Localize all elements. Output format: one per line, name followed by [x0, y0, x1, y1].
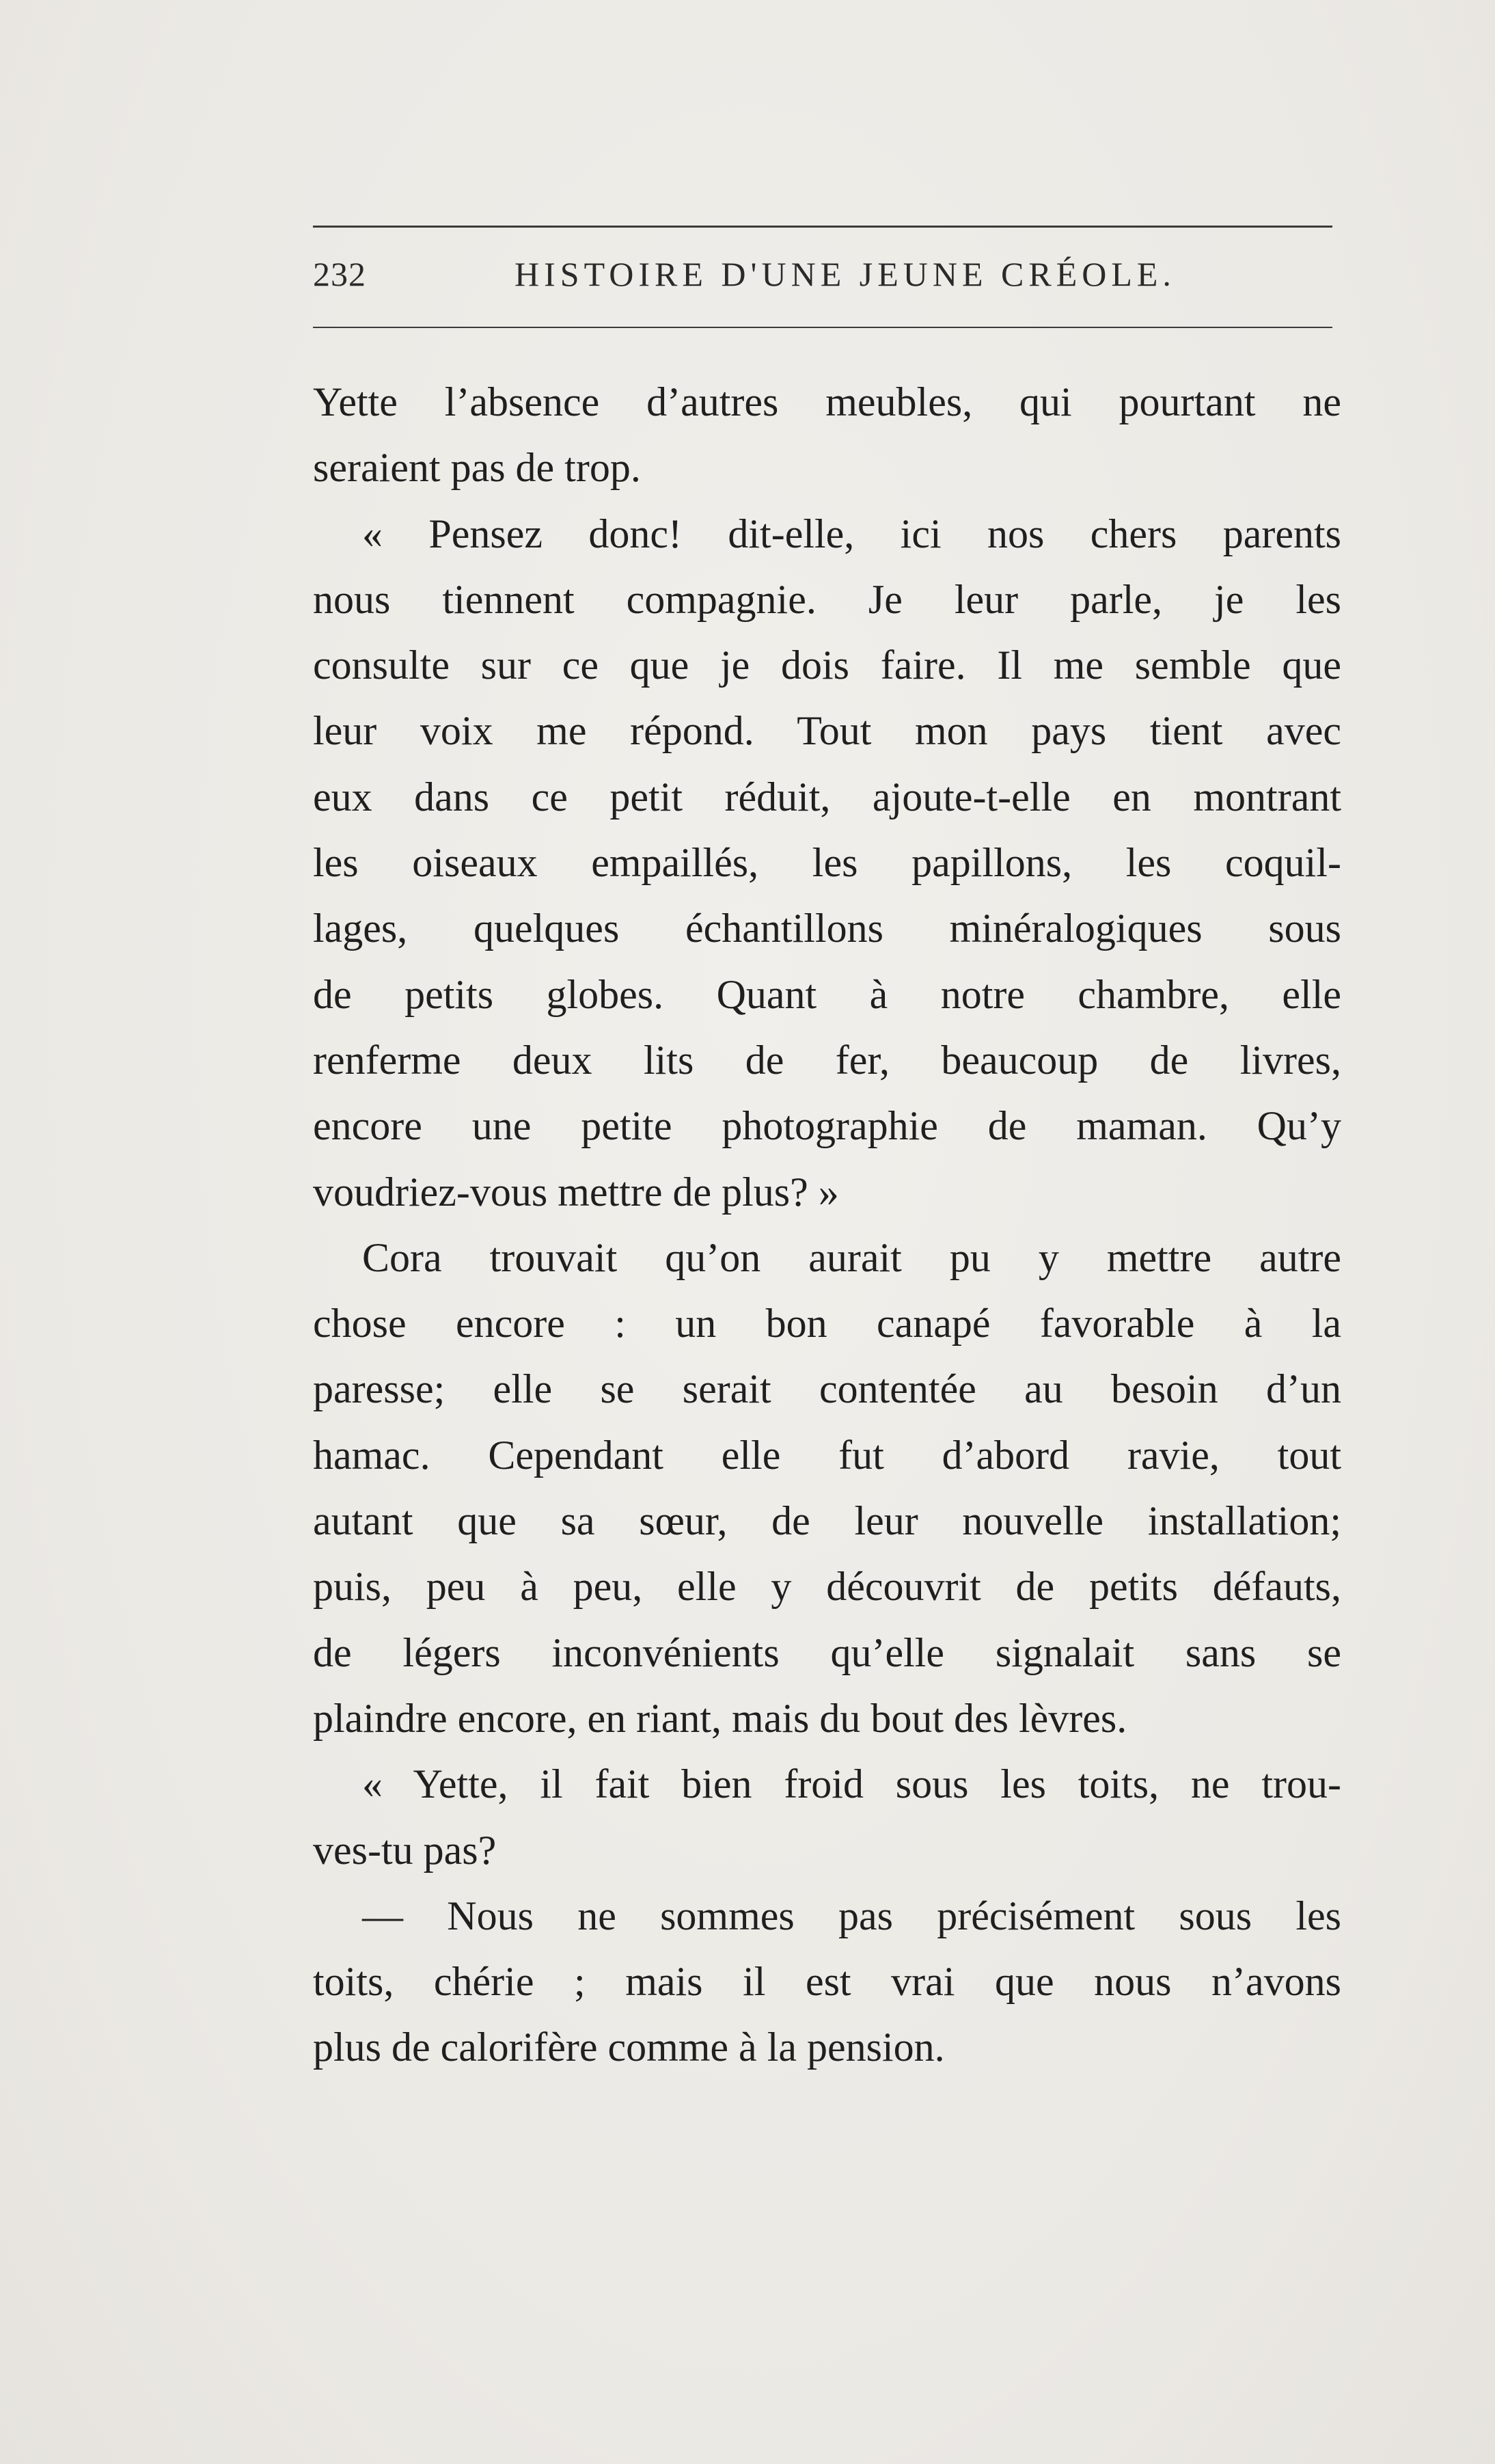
text-line: eux dans ce petit réduit, ajoute-t-elle en montrant: [313, 774, 1341, 820]
text-line: plus de calorifère comme à la pension.: [313, 2025, 945, 2070]
text-line: toits, chérie ; mais il est vrai que nous n’avons: [313, 1959, 1341, 2005]
running-title: HISTOIRE D'UNE JEUNE CRÉOLE.: [515, 255, 1176, 293]
text-line: Cora trouvait qu’on aurait pu y mettre autre: [362, 1234, 1341, 1280]
page-header: [313, 254, 1332, 309]
text-line: encore une petite photographie de maman. Qu’y: [313, 1103, 1341, 1149]
text-line: chose encore : un bon canapé favorable à la: [313, 1301, 1341, 1346]
text-line: consulte sur ce que je dois faire. Il me semble que: [313, 642, 1341, 688]
text-line: seraient pas de trop.: [313, 445, 641, 491]
text-line: paresse; elle se serait contentée au besoin d’un: [313, 1366, 1341, 1412]
text-line: de petits globes. Quant à notre chambre, elle: [313, 971, 1341, 1017]
text-line: voudriez-vous mettre de plus? »: [313, 1169, 839, 1215]
body-text: [313, 369, 1341, 2081]
text-line: nous tiennent compagnie. Je leur parle, je les: [313, 576, 1341, 622]
header-top-rule: [313, 226, 1332, 228]
text-line: lages, quelques échantillons minéralogiques sous: [313, 906, 1341, 951]
text-line: puis, peu à peu, elle y découvrit de petits défauts,: [313, 1564, 1341, 1610]
text-line: de légers inconvénients qu’elle signalait sans se: [313, 1629, 1341, 1675]
text-line: « Pensez donc! dit-elle, ici nos chers parents: [362, 511, 1341, 556]
text-line: autant que sa sœur, de leur nouvelle installation;: [313, 1498, 1341, 1544]
text-line: — Nous ne sommes pas précisément sous les: [362, 1893, 1341, 1938]
text-line: Yette l’absence d’autres meubles, qui pourtant ne: [313, 379, 1341, 424]
text-line: plaindre encore, en riant, mais du bout des lèvres.: [313, 1695, 1127, 1741]
text-line: les oiseaux empaillés, les papillons, les coquil-: [313, 840, 1341, 886]
text-line: renferme deux lits de fer, beaucoup de livres,: [313, 1037, 1341, 1083]
text-line: « Yette, il fait bien froid sous les toits, ne trou-: [362, 1761, 1341, 1807]
page-number: 232: [313, 255, 366, 293]
text-line: leur voix me répond. Tout mon pays tient avec: [313, 708, 1341, 754]
text-line: hamac. Cependant elle fut d’abord ravie, tout: [313, 1432, 1341, 1478]
text-line: ves-tu pas?: [313, 1827, 497, 1873]
header-bottom-rule: [313, 327, 1332, 328]
